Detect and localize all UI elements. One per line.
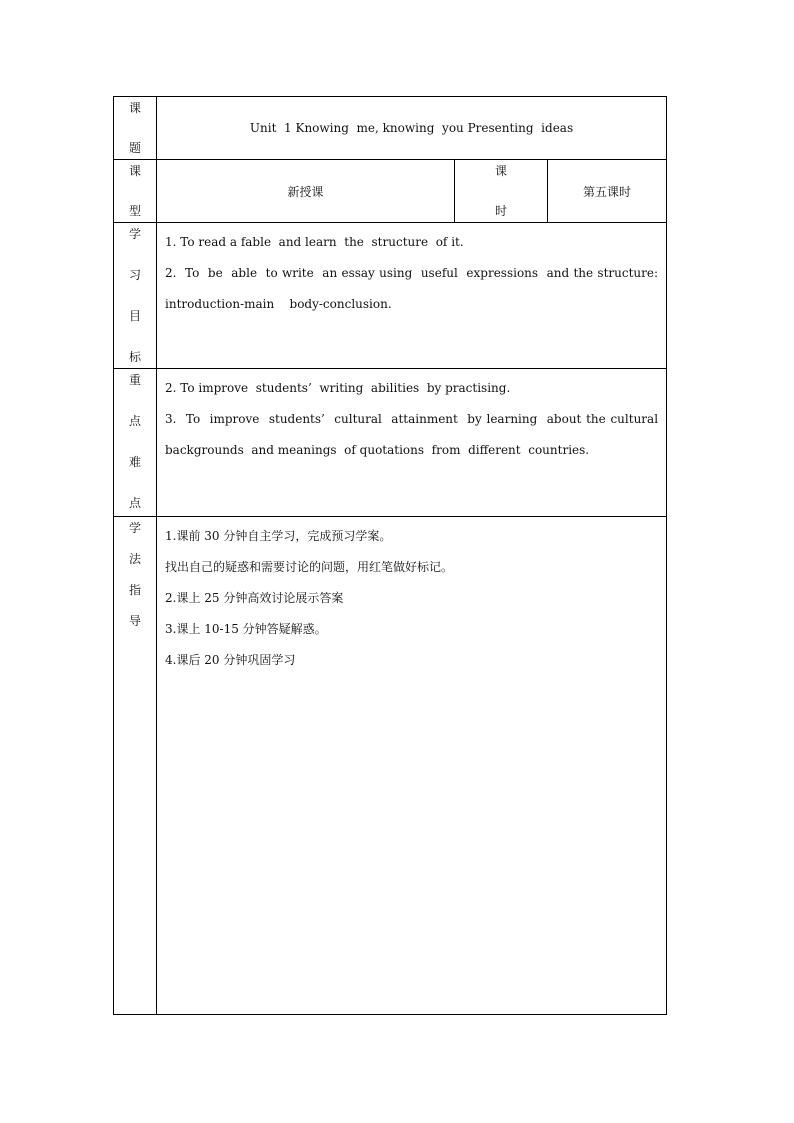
title-label-cell [114,97,157,160]
period-label-cell [455,160,548,223]
lesson-type: 新授课 [287,184,324,199]
objectives-label-char: 学 [128,227,141,241]
objectives-label-char: 目 [128,309,141,323]
methods-label-cell [114,517,157,1015]
lesson-title: Unit 1 Knowing me, knowing you Presenting ideas [249,121,574,135]
keypoints-label-char: 点 [128,414,141,428]
keypoints-label-char: 点 [128,496,141,510]
row-keypoints [114,369,667,517]
keypoints-content [157,369,667,517]
period-label-char: 课 [494,164,507,178]
lesson-plan-table [113,96,667,1015]
methods-label-char: 导 [128,614,141,628]
title-label-char: 题 [128,141,141,155]
title-value-cell [157,97,667,160]
type-label-char: 型 [128,204,141,218]
period-label-char: 时 [494,204,507,218]
row-title [114,97,667,160]
keypoints-label-char: 难 [128,455,141,469]
methods-label-char: 法 [128,552,141,566]
type-label-cell [114,160,157,223]
method-item: 1.课前 30 分钟自主学习，完成预习学案。 [165,529,392,543]
objectives-label-cell [114,223,157,369]
objective-item: 2. To be able to write an essay using useful expressions and the structure: introduction-main body-conclusion. [165,266,662,311]
type-label-char: 课 [128,164,141,178]
methods-label-char: 学 [128,521,141,535]
method-item: 4.课后 20 分钟巩固学习 [165,653,296,667]
methods-content [157,517,667,1015]
type-value-cell [157,160,455,223]
method-item: 3.课上 10-15 分钟答疑解惑。 [165,622,327,636]
method-item: 2.课上 25 分钟高效讨论展示答案 [165,591,344,605]
keypoint-item: 3. To improve students’ cultural attainment by learning about the cultural backgrounds and meanings of quotations from different countries. [165,412,662,457]
title-label-char: 课 [128,101,141,115]
methods-label-char: 指 [128,583,141,597]
keypoints-label-cell [114,369,157,517]
period-value-cell [548,160,667,223]
objectives-label-char: 标 [128,350,141,364]
objectives-label-char: 习 [128,268,141,282]
row-objectives [114,223,667,369]
objective-item: 1. To read a fable and learn the structure of it. [165,235,464,249]
row-methods [114,517,667,1015]
row-type [114,160,667,223]
lesson-period: 第五课时 [583,184,632,199]
keypoint-item: 2. To improve students’ writing abilities by practising. [165,381,511,395]
objectives-content [157,223,667,369]
method-item: 找出自己的疑惑和需要讨论的问题，用红笔做好标记。 [165,560,454,574]
keypoints-label-char: 重 [128,373,141,387]
